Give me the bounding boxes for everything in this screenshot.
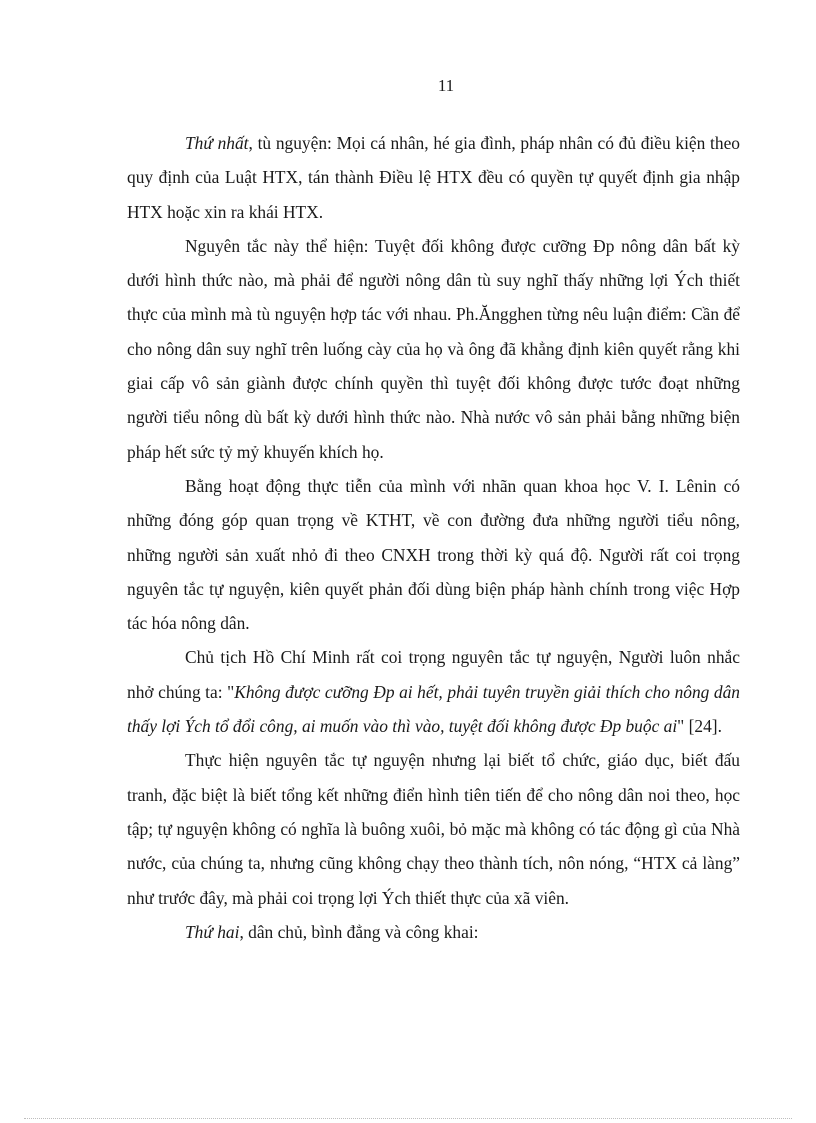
heading-lead: Thứ nhất <box>185 133 249 153</box>
paragraph-principle-two <box>127 915 740 949</box>
paragraph-text: , tù nguyện: Mọi cá nhân, hé gia đình, pháp nhân có đủ điều kiện theo quy định của Luật HTX, tán thành Điều lệ HTX đều có quyền tự quyết định gia nhập HTX hoặc xin ra khái HTX. <box>127 133 740 222</box>
paragraph-text: Chủ tịch Hồ Chí Minh rất coi trọng nguyên tắc tự nguyện, Người luôn nhắc nhở chúng ta: " <box>127 647 740 702</box>
page-bottom-divider <box>24 1118 792 1119</box>
heading-lead: Thứ hai <box>185 921 240 942</box>
paragraph-ho-chi-minh <box>127 640 740 743</box>
citation: " [24]. <box>677 716 722 737</box>
paragraph-principle-explanation <box>127 229 740 469</box>
paragraph-text: Nguyên tắc này thể hiện: Tuyệt đối không được cưỡng Ðp nông dân bất kỳ dưới hình thức nào, mà phải để người nông dân tù suy nghĩ thấy những lợi Ých thiết thực của mình mà tù nguyện hợp tác với nhau. Ph.Ăngghen từng nêu luận điểm: Cần để cho nông dân suy nghĩ trên luống cày của họ và ông đã khẳng định kiên quyết rằng khi giai cấp vô sản giành được chính quyền thì tuyệt đối không được tước đoạt những người tiểu nông dù bất kỳ dưới hình thức nào. Nhà nước vô sản phải bằng những biện pháp hết sức tỷ mỷ khuyến khích họ. <box>127 235 740 462</box>
paragraph-implementation <box>127 743 740 914</box>
paragraph-text: , dân chủ, bình đẳng và công khai: <box>239 921 479 942</box>
paragraph-principle-one <box>127 126 740 229</box>
page-number: 11 <box>437 76 455 95</box>
document-body <box>127 126 740 949</box>
paragraph-text: Bằng hoạt động thực tiễn của mình với nhãn quan khoa học V. I. Lênin có những đóng góp quan trọng về KTHT, về con đường đưa những người tiểu nông, những người sản xuất nhỏ đi theo CNXH trong thời kỳ quá độ. Người rất coi trọng nguyên tắc tự nguyện, kiên quyết phản đối dùng biện pháp hành chính trong việc Hợp tác hóa nông dân. <box>127 475 740 634</box>
paragraph-lenin <box>127 469 740 640</box>
paragraph-text: Thực hiện nguyên tắc tự nguyện nhưng lại biết tổ chức, giáo dục, biết đấu tranh, đặc biệt là biết tổng kết những điển hình tiên tiến để cho nông dân noi theo, học tập; tự nguyện không có nghĩa là buông xuôi, bỏ mặc mà không có tác động gì của Nhà nước, của chúng ta, nhưng cũng không chạy theo thành tích, nôn nóng, “HTX cả làng” như trước đây, mà phải coi trọng lợi Ých thiết thực của xã viên. <box>127 750 740 908</box>
quotation: Không được cưỡng Ðp ai hết, phải tuyên truyền giải thích cho nông dân thấy lợi Ých tổ đổi công, ai muốn vào thì vào, tuyệt đối không được Ðp buộc ai <box>127 681 740 737</box>
